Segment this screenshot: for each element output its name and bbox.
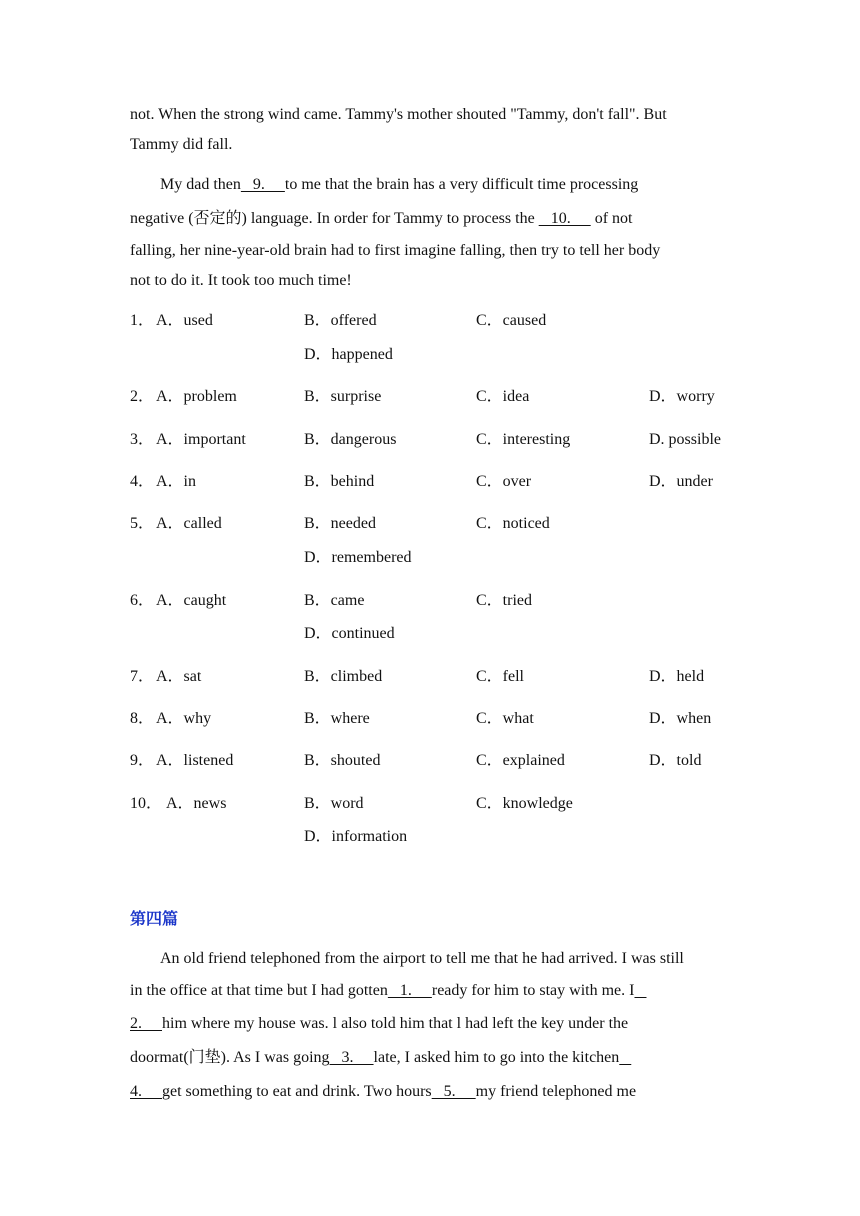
blank-5: 5. — [431, 1083, 476, 1100]
question-number: 5． — [130, 515, 155, 532]
blank-10: 10. — [538, 210, 591, 227]
option-d: D．continued — [304, 625, 395, 642]
blank-9: 9. — [240, 176, 285, 193]
option-b: B．climbed — [304, 668, 383, 685]
blank-2 — [634, 982, 646, 999]
passage-line: falling, her nine-year-old brain had to first imagine falling, then try to tell her body — [130, 242, 661, 259]
option-a: A．problem — [156, 388, 237, 405]
option-b: B．came — [304, 592, 365, 609]
option-c: C．noticed — [476, 515, 550, 532]
option-b: B．word — [304, 795, 364, 812]
question-number: 7． — [130, 668, 155, 685]
option-b: B．offered — [304, 312, 377, 329]
question-number: 6． — [130, 592, 155, 609]
option-b: B．dangerous — [304, 431, 397, 448]
option-b: B．shouted — [304, 752, 381, 769]
option-c: C．idea — [476, 388, 530, 405]
passage-line: My dad then 9. to me that the brain has a very difficult time processing — [160, 176, 639, 193]
passage-line: not to do it. It took too much time! — [130, 272, 352, 289]
option-d: D．told — [649, 752, 702, 769]
option-d: D．held — [649, 668, 705, 685]
option-b: B．surprise — [304, 388, 382, 405]
passage-line: not. When the strong wind came. Tammy's mother shouted "Tammy, don't fall". But — [130, 106, 667, 123]
option-a: A．called — [156, 515, 222, 532]
option-c: C．interesting — [476, 431, 571, 448]
blank-4-cont: 4. — [130, 1083, 162, 1100]
option-c: C．caused — [476, 312, 547, 329]
option-a: A．news — [166, 795, 227, 812]
question-number: 1． — [130, 312, 155, 329]
question-number: 4． — [130, 473, 155, 490]
blank-3: 3. — [329, 1049, 374, 1066]
option-d: D．worry — [649, 388, 715, 405]
question-number: 2． — [130, 388, 155, 405]
option-c: C．fell — [476, 668, 524, 685]
blank-1: 1. — [387, 982, 432, 999]
option-b: B．where — [304, 710, 370, 727]
option-a: A．in — [156, 473, 197, 490]
option-c: C．knowledge — [476, 795, 573, 812]
passage-line: Tammy did fall. — [130, 136, 233, 153]
option-d: D．remembered — [304, 549, 412, 566]
passage-line: in the office at that time but I had gotten 1. ready for him to stay with me. I — [130, 981, 646, 1001]
question-number: 3． — [130, 431, 155, 448]
option-a: A．used — [156, 312, 213, 329]
option-a: A．important — [156, 431, 246, 448]
question-number: 10． — [130, 795, 163, 812]
passage-line: 4. get something to eat and drink. Two hours 5. my friend telephoned me — [130, 1083, 637, 1100]
passage-line: 2. him where my house was. l also told him that l had left the key under the — [130, 1015, 629, 1032]
option-c: C．tried — [476, 592, 532, 609]
option-c: C．what — [476, 710, 534, 727]
option-d: D．under — [649, 473, 713, 490]
option-b: B．needed — [304, 515, 376, 532]
passage-line: doormat(门垫). As I was going 3. late, I asked him to go into the kitchen — [130, 1048, 631, 1068]
blank-2-cont: 2. — [130, 1015, 162, 1032]
option-d: D. possible — [649, 431, 721, 448]
blank-4 — [619, 1049, 631, 1066]
passage-line: An old friend telephoned from the airport to tell me that he had arrived. I was still — [160, 950, 684, 967]
option-b: B．behind — [304, 473, 375, 490]
passage-line: negative (否定的) language. In order for Tammy to process the 10. of not — [130, 210, 633, 227]
section-heading: 第四篇 — [130, 909, 179, 928]
question-number: 8． — [130, 710, 155, 727]
option-d: D．information — [304, 828, 408, 845]
option-a: A．why — [156, 710, 212, 727]
option-c: C．explained — [476, 752, 565, 769]
option-d: D．happened — [304, 346, 393, 363]
option-a: A．listened — [156, 752, 234, 769]
option-d: D．when — [649, 710, 712, 727]
option-a: A．caught — [156, 592, 227, 609]
question-number: 9． — [130, 752, 155, 769]
option-a: A．sat — [156, 668, 202, 685]
option-c: C．over — [476, 473, 532, 490]
